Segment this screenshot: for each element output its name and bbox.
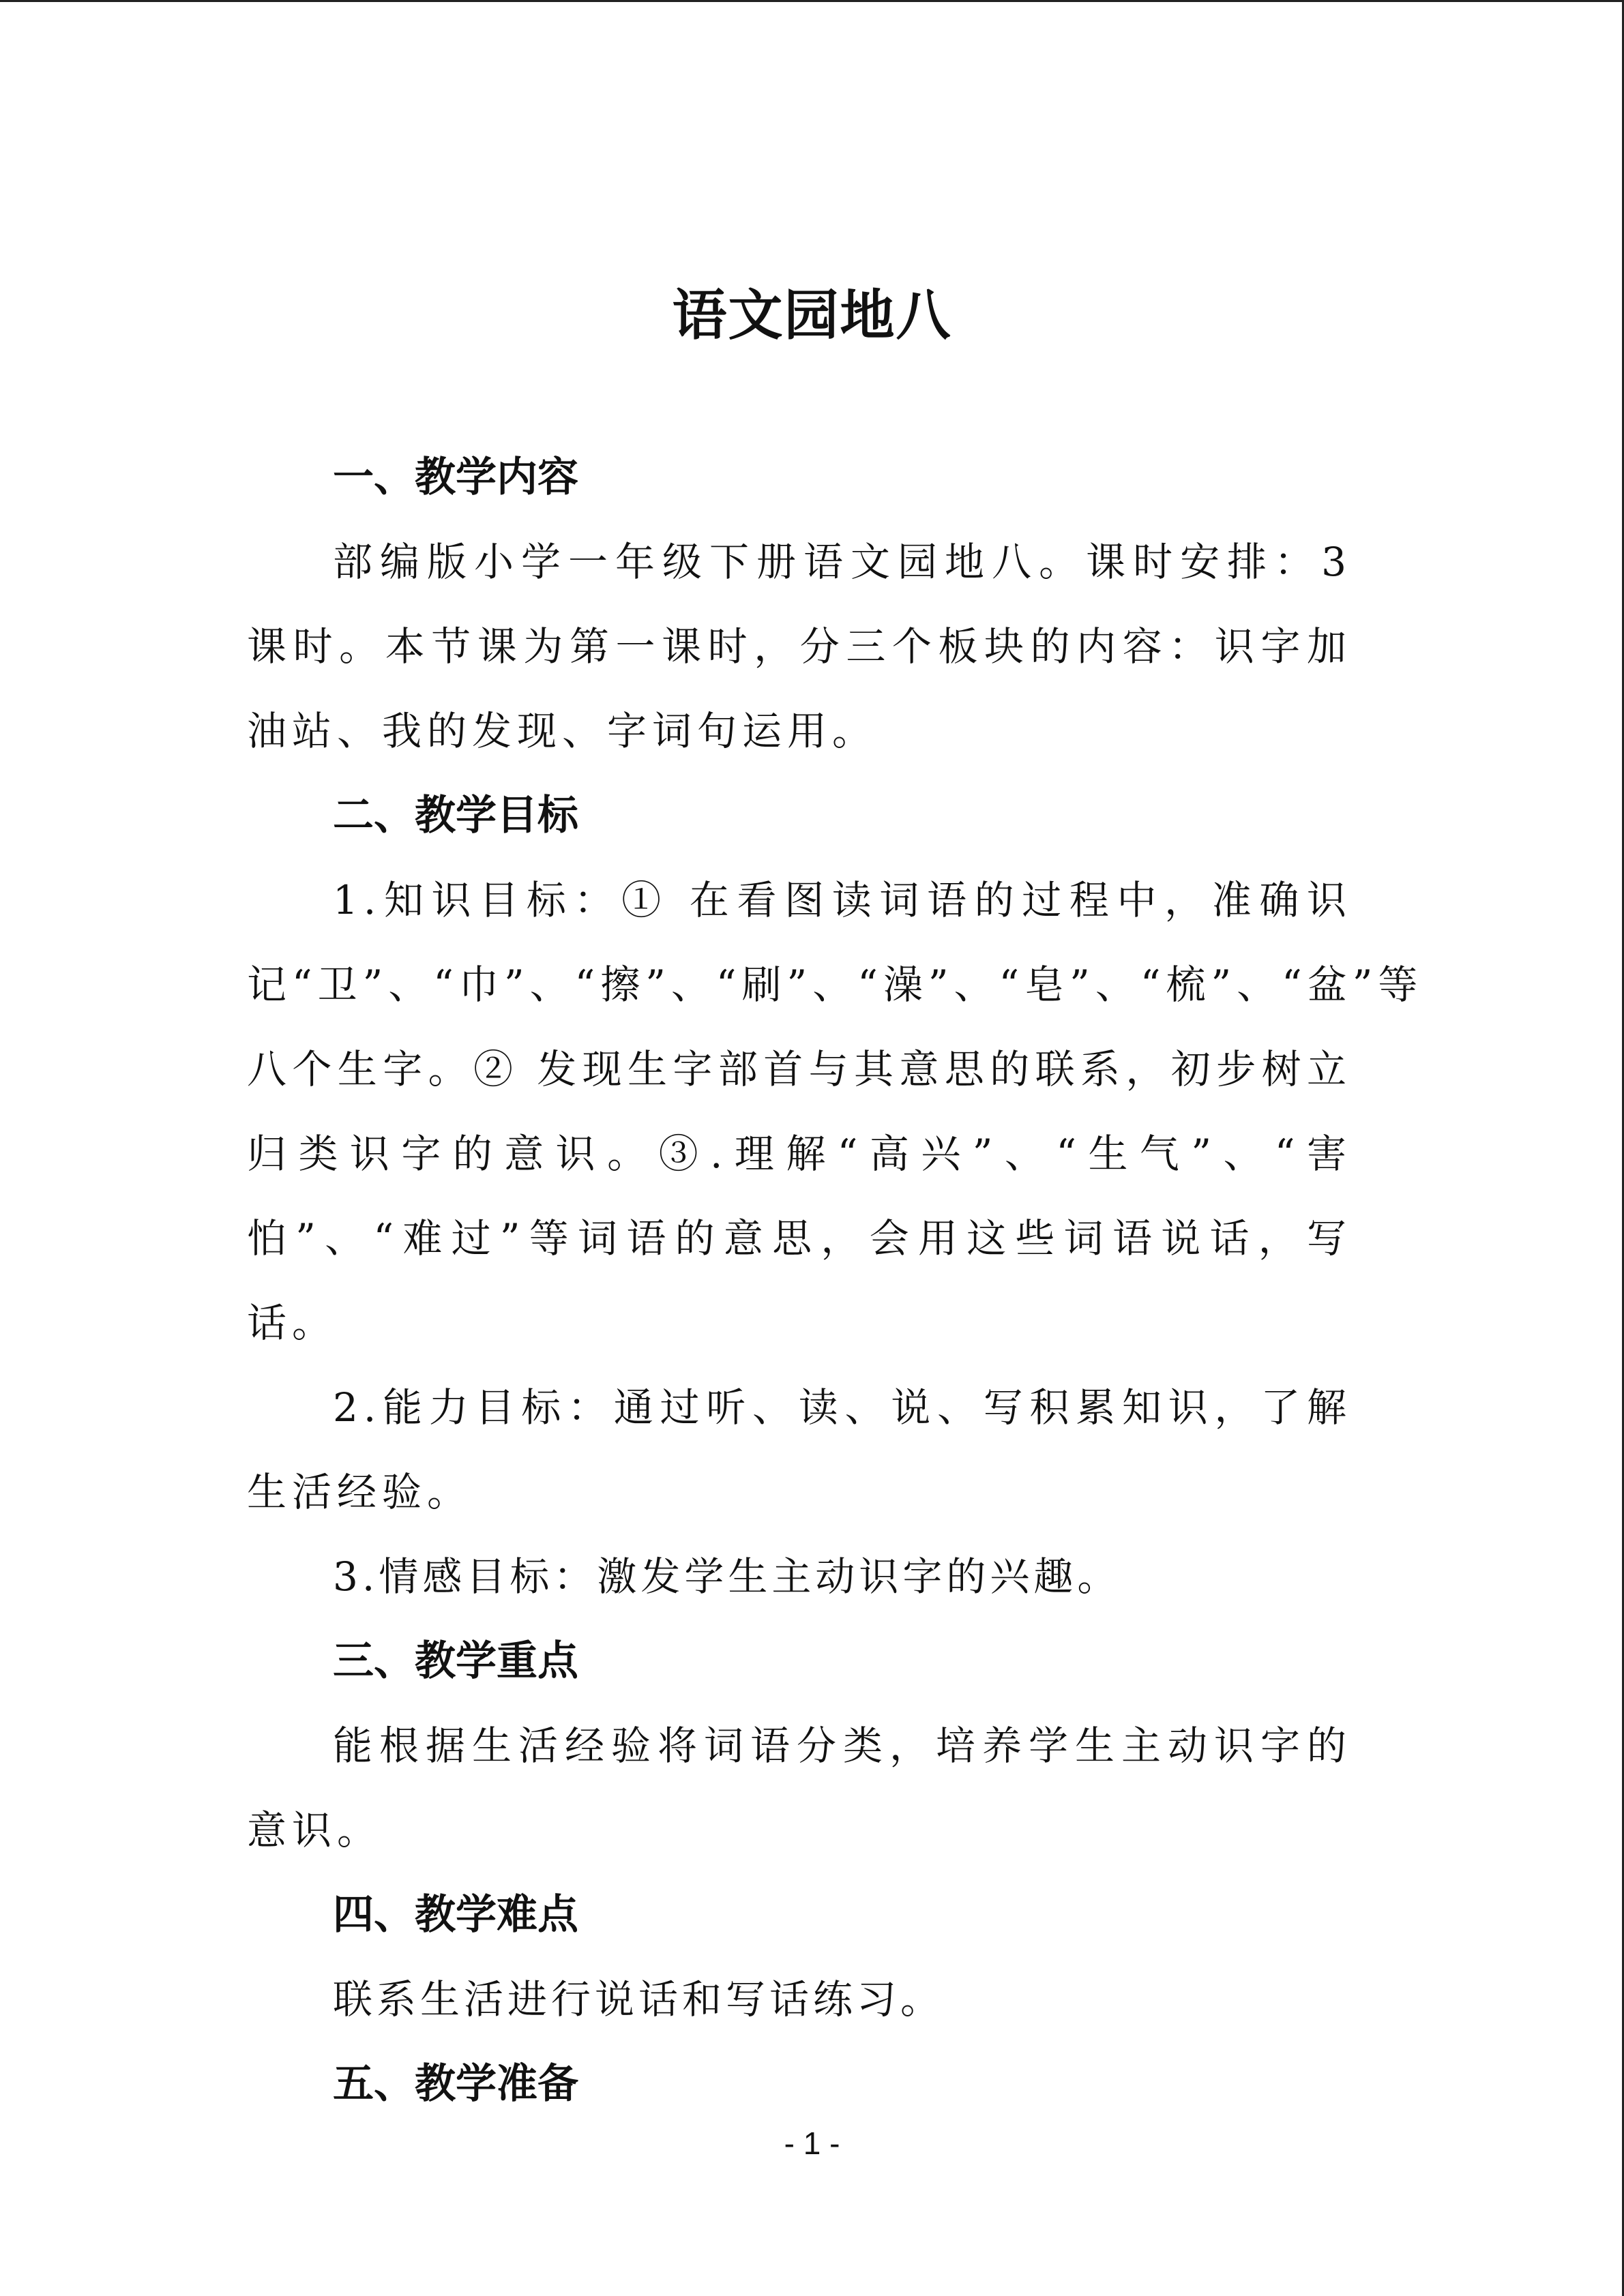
paragraph-ability-goal: 2.能力目标：通过听、读、说、写积累知识，了解生活经验。: [247, 1384, 1352, 1515]
section-heading-key-points: 三、教学重点: [333, 1637, 578, 1685]
section-heading-difficulties: 四、教学难点: [333, 1891, 578, 1939]
section-heading-preparation: 五、教学准备: [333, 2060, 578, 2108]
paragraph-emotion-goal: 3.情感目标：激发学生主动识字的兴趣。: [333, 1553, 1121, 1600]
paragraph-difficulties: 联系生活进行说话和写话练习。: [333, 1976, 945, 2023]
page-number: - 1 -: [784, 2126, 840, 2161]
document-title: 语文园地八: [672, 284, 952, 347]
paragraph-knowledge-goal: 1.知识目标：① 在看图读词语的过程中，准确识记“卫”、“巾”、“擦”、“刷”、“澡”、“皂”、“梳”、“盆”等八个生字。② 发现生字部首与其意思的联系，初步树立归类识字的意识。③.理解“高兴”、“生气”、“害怕”、“难过”等词语的意思，会用这些词语说话，写话。: [247, 877, 1423, 1346]
document-body: [247, 435, 1423, 2126]
paragraph-key-points: 能根据生活经验将词语分类，培养学生主动识字的意识。: [247, 1723, 1352, 1853]
section-heading-teaching-goals: 二、教学目标: [333, 792, 578, 839]
paragraph-teaching-content: 部编版小学一年级下册语文园地八。课时安排：3课时。本节课为第一课时，分三个板块的内容：识字加油站、我的发现、字词句运用。: [247, 539, 1352, 754]
section-heading-teaching-content: 一、教学内容: [333, 453, 578, 501]
